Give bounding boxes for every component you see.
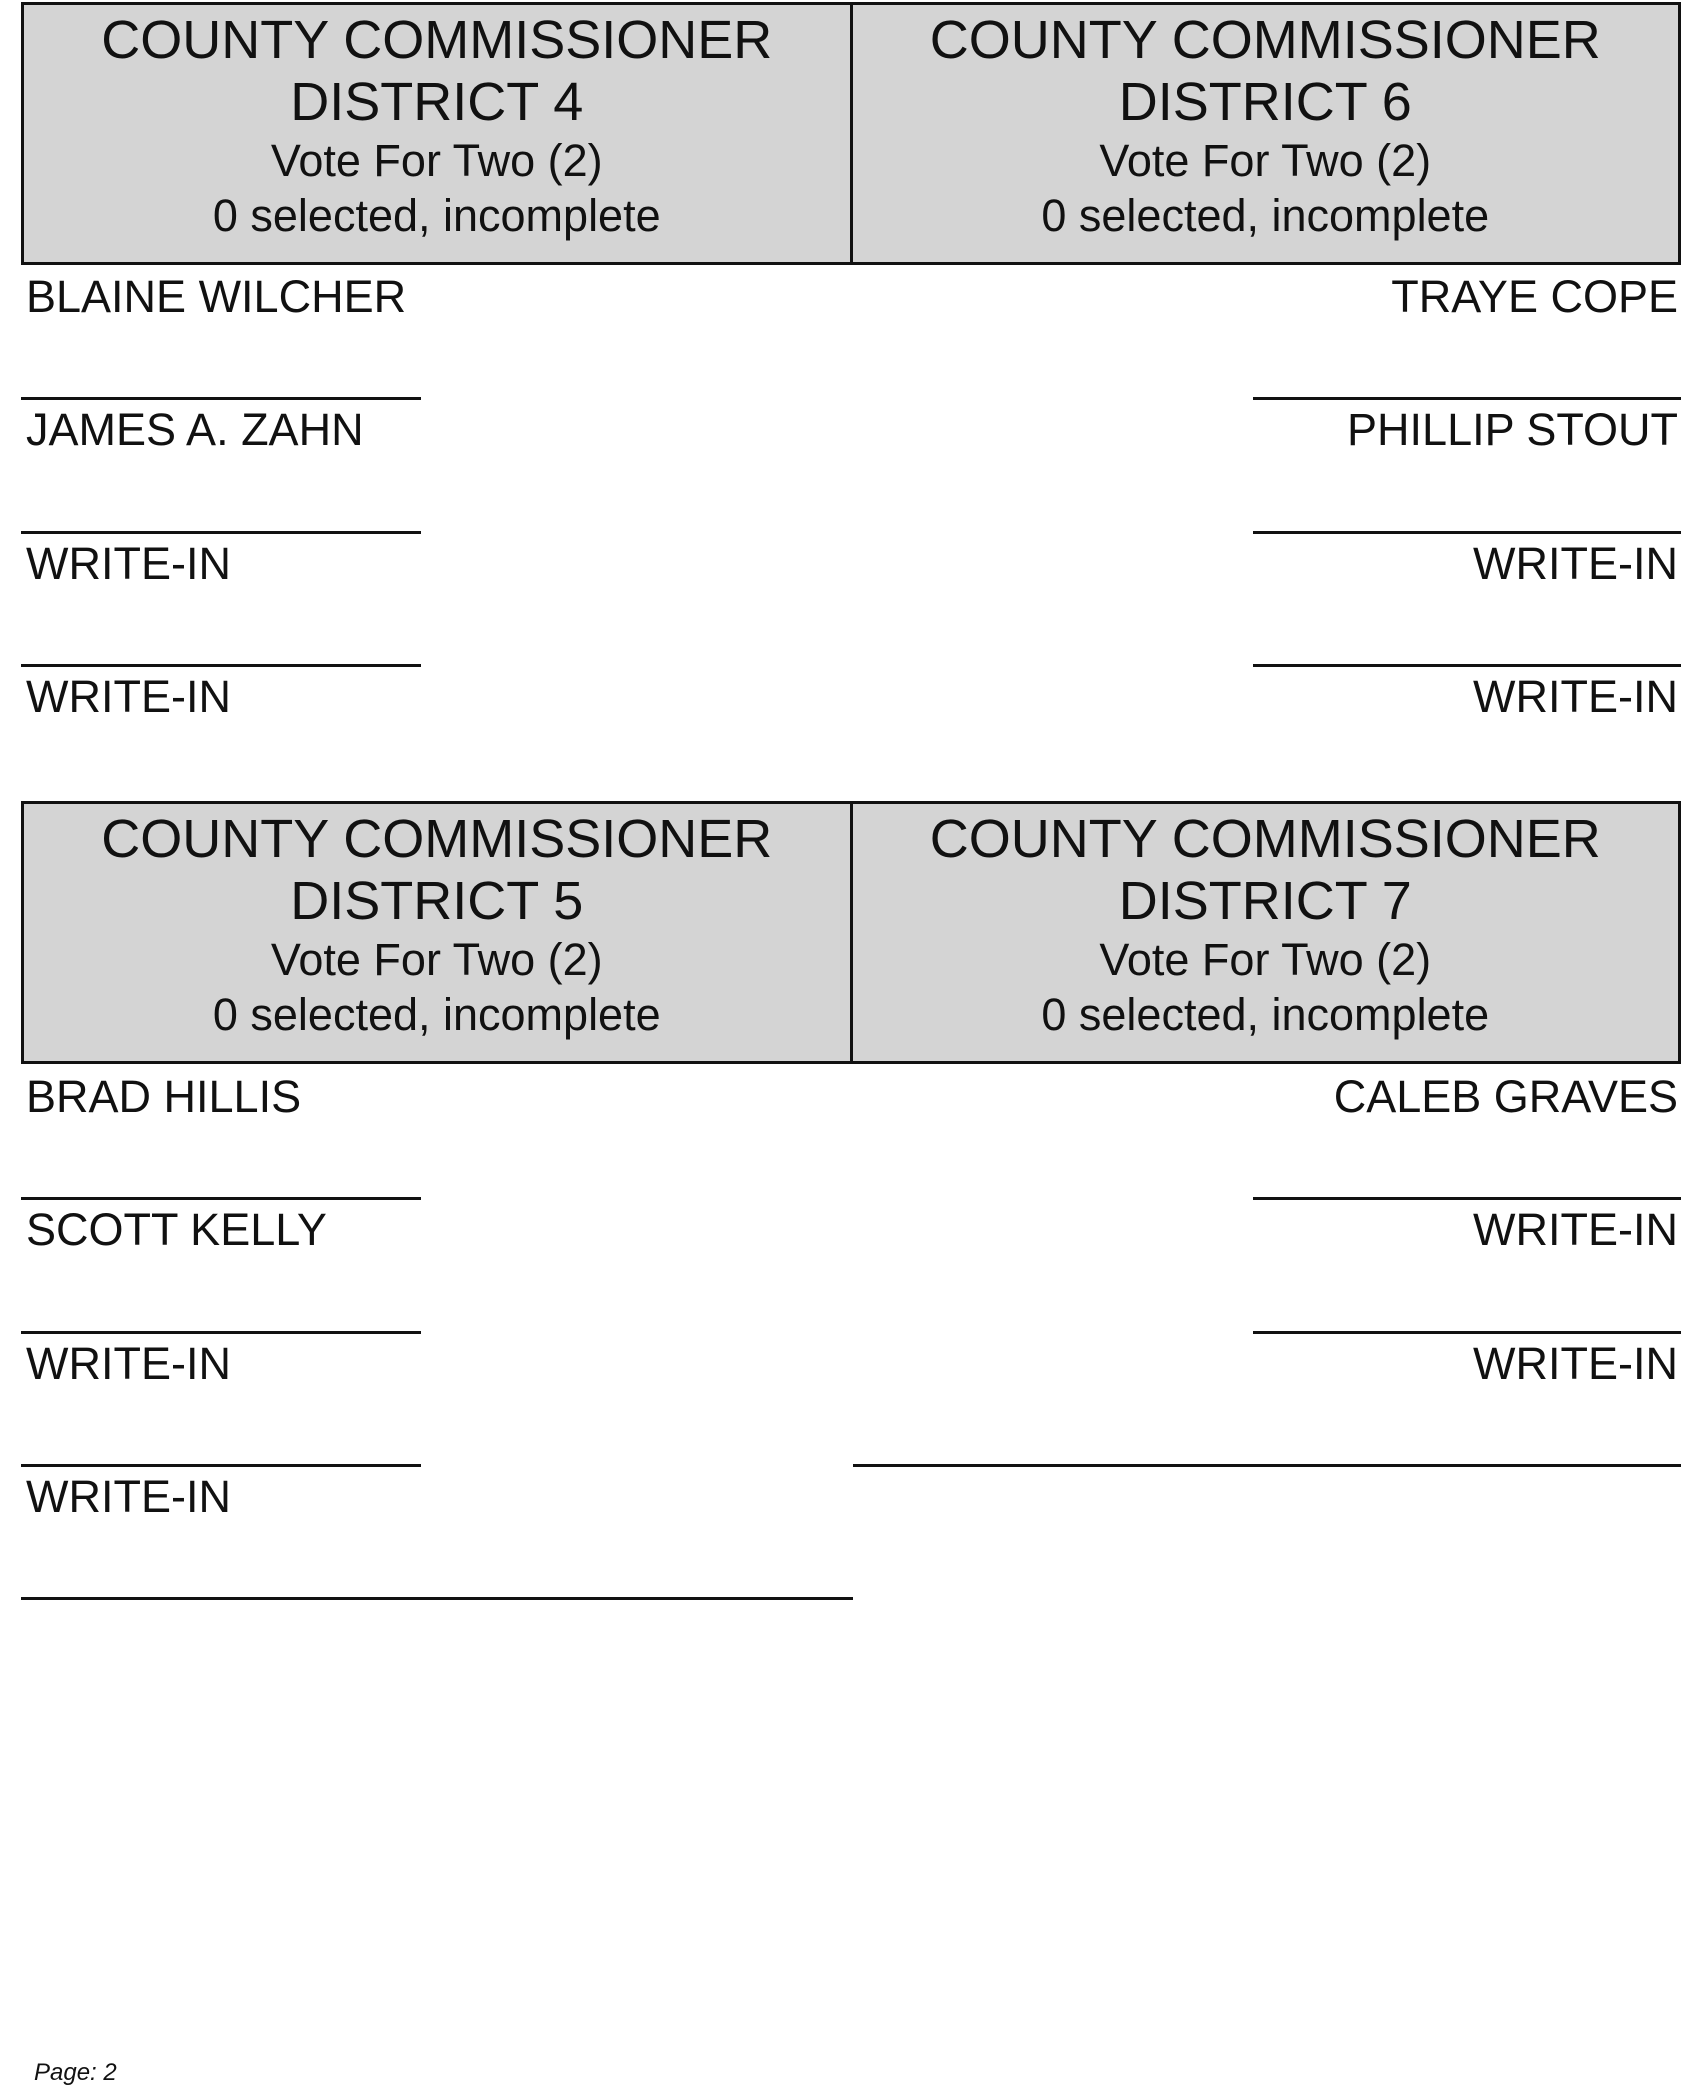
candidate-divider	[1253, 1331, 1681, 1334]
contest-header-district-6	[850, 5, 1679, 262]
vote-for-instruction: Vote For Two (2)	[1099, 135, 1432, 186]
contest-district: DISTRICT 4	[290, 72, 584, 132]
page-number: Page: 2	[34, 2059, 117, 2086]
candidate-divider	[1253, 531, 1681, 534]
write-in-option[interactable]: WRITE-IN	[26, 1471, 231, 1522]
candidate-divider	[1253, 1197, 1681, 1200]
candidate-divider	[21, 531, 421, 534]
contest-district: DISTRICT 7	[1118, 871, 1412, 931]
contest-title: COUNTY COMMISSIONER	[929, 10, 1601, 70]
candidate-option[interactable]: BRAD HILLIS	[26, 1071, 302, 1122]
candidate-divider	[21, 664, 421, 667]
selection-status: 0 selected, incomplete	[212, 190, 661, 241]
candidate-option[interactable]: BLAINE WILCHER	[26, 271, 407, 322]
candidate-option[interactable]: JAMES A. ZAHN	[26, 404, 364, 455]
contest-title: COUNTY COMMISSIONER	[929, 809, 1601, 869]
write-in-option[interactable]: WRITE-IN	[1473, 1338, 1678, 1389]
selection-status: 0 selected, incomplete	[1041, 190, 1490, 241]
contest-district: DISTRICT 5	[290, 871, 584, 931]
contest-header-district-7	[850, 804, 1679, 1061]
contest-title: COUNTY COMMISSIONER	[101, 809, 773, 869]
contest-header-row-top	[21, 2, 1681, 265]
write-in-option[interactable]: WRITE-IN	[26, 1338, 231, 1389]
contest-end-divider	[21, 1597, 853, 1600]
vote-for-instruction: Vote For Two (2)	[270, 934, 603, 985]
write-in-option[interactable]: WRITE-IN	[1473, 671, 1678, 722]
candidate-option[interactable]: TRAYE COPE	[1391, 271, 1678, 322]
contest-header-row-bottom	[21, 801, 1681, 1064]
selection-status: 0 selected, incomplete	[1041, 989, 1490, 1040]
candidate-divider	[21, 1331, 421, 1334]
write-in-option[interactable]: WRITE-IN	[1473, 1204, 1678, 1255]
candidate-option[interactable]: CALEB GRAVES	[1333, 1071, 1678, 1122]
contest-district: DISTRICT 6	[1118, 72, 1412, 132]
write-in-option[interactable]: WRITE-IN	[26, 671, 231, 722]
candidate-divider	[21, 1197, 421, 1200]
write-in-option[interactable]: WRITE-IN	[26, 538, 231, 589]
selection-status: 0 selected, incomplete	[212, 989, 661, 1040]
contest-header-district-4	[24, 5, 850, 262]
vote-for-instruction: Vote For Two (2)	[270, 135, 603, 186]
candidate-divider	[1253, 397, 1681, 400]
contest-end-divider	[853, 1464, 1681, 1467]
candidate-divider	[21, 397, 421, 400]
candidate-divider	[21, 1464, 421, 1467]
write-in-option[interactable]: WRITE-IN	[1473, 538, 1678, 589]
candidate-option[interactable]: SCOTT KELLY	[26, 1204, 327, 1255]
candidate-option[interactable]: PHILLIP STOUT	[1347, 404, 1678, 455]
contest-title: COUNTY COMMISSIONER	[101, 10, 773, 70]
contest-header-district-5	[24, 804, 850, 1061]
candidate-divider	[1253, 664, 1681, 667]
vote-for-instruction: Vote For Two (2)	[1099, 934, 1432, 985]
